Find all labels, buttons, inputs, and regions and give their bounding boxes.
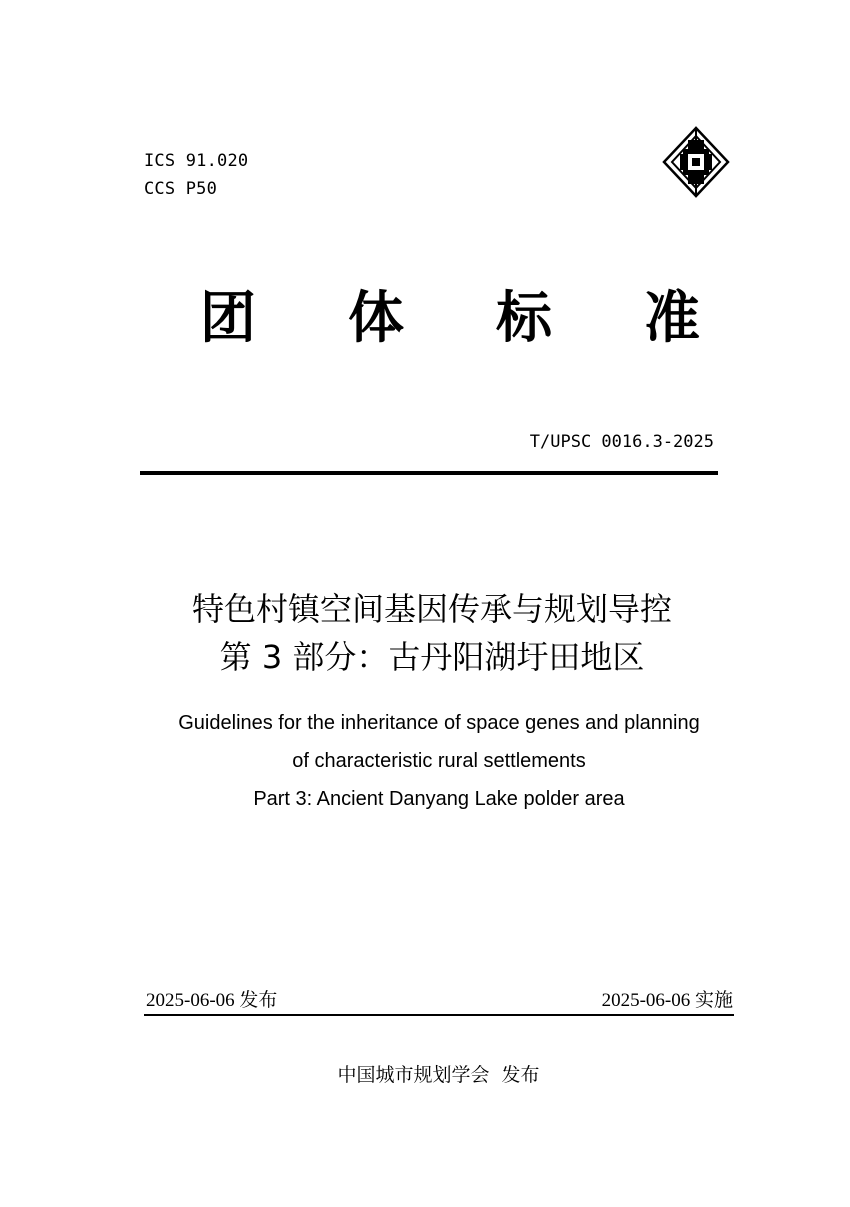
chinese-title-line-2: 第 3 部分：古丹阳湖圩田地区 — [219, 638, 645, 676]
english-title-line-3: Part 3: Ancient Danyang Lake polder area — [253, 788, 625, 810]
category-char-2: 体 — [348, 285, 404, 351]
footer-divider — [144, 1014, 734, 1016]
category-char-4: 准 — [644, 285, 700, 351]
chinese-title-line-1: 特色村镇空间基因传承与规划导控 — [191, 590, 672, 628]
category-char-3: 标 — [496, 285, 552, 351]
english-title — [0, 704, 850, 818]
publisher: 中国城市规划学会 发布 — [337, 1064, 540, 1086]
standard-number: T/UPSC 0016.3-2025 — [529, 432, 714, 452]
issue-date: 2025-06-06 发布 — [146, 990, 278, 1011]
standard-emblem-icon — [662, 126, 730, 198]
english-title-line-1: Guidelines for the inheritance of space genes and planning — [178, 712, 700, 734]
header-divider — [140, 471, 718, 475]
ccs-code: CCS P50 — [144, 179, 218, 199]
chinese-title — [0, 585, 850, 681]
category-char-1: 团 — [200, 285, 256, 351]
implementation-date: 2025-06-06 实施 — [601, 990, 733, 1011]
english-title-line-2: of characteristic rural settlements — [292, 750, 586, 772]
document-category-title — [200, 278, 700, 358]
ics-code: ICS 91.020 — [144, 151, 249, 171]
classification-codes — [144, 147, 248, 203]
